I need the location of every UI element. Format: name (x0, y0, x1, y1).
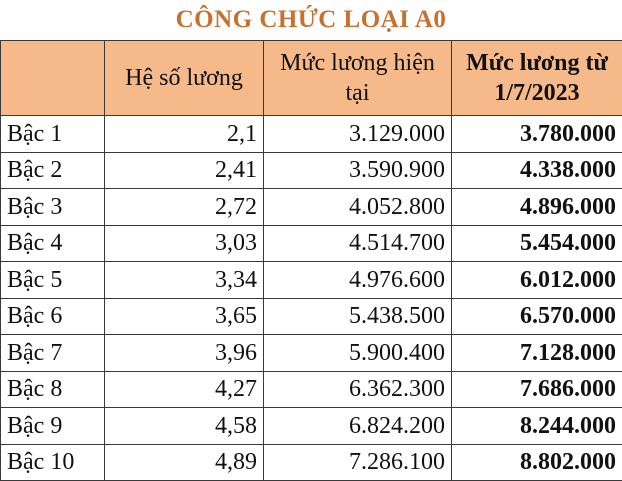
grade-cell: Bậc 3 (1, 189, 105, 226)
grade-cell: Bậc 9 (1, 408, 105, 445)
grade-cell: Bậc 1 (1, 116, 105, 153)
current-salary-cell: 7.286.100 (264, 444, 452, 481)
table-row (1, 408, 622, 445)
new-salary-cell: 8.802.000 (452, 444, 622, 481)
coefficient-cell: 3,03 (105, 225, 264, 262)
current-salary-cell: 4.514.700 (264, 225, 452, 262)
table-row (1, 225, 622, 262)
coefficient-cell: 4,58 (105, 408, 264, 445)
new-salary-cell: 3.780.000 (452, 116, 622, 153)
coefficient-cell: 3,96 (105, 335, 264, 372)
table-row (1, 262, 622, 299)
grade-cell: Bậc 8 (1, 371, 105, 408)
header-current-salary: Mức lương hiện tại (264, 41, 452, 116)
grade-cell: Bậc 7 (1, 335, 105, 372)
grade-cell: Bậc 4 (1, 225, 105, 262)
grade-cell: Bậc 5 (1, 262, 105, 299)
current-salary-cell: 3.590.900 (264, 152, 452, 189)
table-row (1, 335, 622, 372)
current-salary-cell: 5.438.500 (264, 298, 452, 335)
new-salary-cell: 8.244.000 (452, 408, 622, 445)
grade-cell: Bậc 10 (1, 444, 105, 481)
header-grade (1, 41, 105, 116)
current-salary-cell: 6.362.300 (264, 371, 452, 408)
salary-table (0, 40, 622, 481)
grade-cell: Bậc 2 (1, 152, 105, 189)
new-salary-cell: 4.896.000 (452, 189, 622, 226)
current-salary-cell: 3.129.000 (264, 116, 452, 153)
new-salary-cell: 6.570.000 (452, 298, 622, 335)
new-salary-cell: 4.338.000 (452, 152, 622, 189)
table-row (1, 371, 622, 408)
coefficient-cell: 2,1 (105, 116, 264, 153)
header-row (1, 41, 622, 116)
table-row (1, 116, 622, 153)
coefficient-cell: 3,65 (105, 298, 264, 335)
current-salary-cell: 4.976.600 (264, 262, 452, 299)
coefficient-cell: 2,72 (105, 189, 264, 226)
table-row (1, 444, 622, 481)
coefficient-cell: 3,34 (105, 262, 264, 299)
table-title: CÔNG CHỨC LOẠI A0 (0, 0, 622, 40)
coefficient-cell: 4,89 (105, 444, 264, 481)
header-coefficient: Hệ số lương (105, 41, 264, 116)
coefficient-cell: 2,41 (105, 152, 264, 189)
current-salary-cell: 4.052.800 (264, 189, 452, 226)
grade-cell: Bậc 6 (1, 298, 105, 335)
new-salary-cell: 7.128.000 (452, 335, 622, 372)
new-salary-cell: 6.012.000 (452, 262, 622, 299)
new-salary-cell: 5.454.000 (452, 225, 622, 262)
current-salary-cell: 5.900.400 (264, 335, 452, 372)
coefficient-cell: 4,27 (105, 371, 264, 408)
table-row (1, 298, 622, 335)
new-salary-cell: 7.686.000 (452, 371, 622, 408)
current-salary-cell: 6.824.200 (264, 408, 452, 445)
header-new-salary: Mức lương từ 1/7/2023 (452, 41, 622, 116)
table-row (1, 152, 622, 189)
table-row (1, 189, 622, 226)
